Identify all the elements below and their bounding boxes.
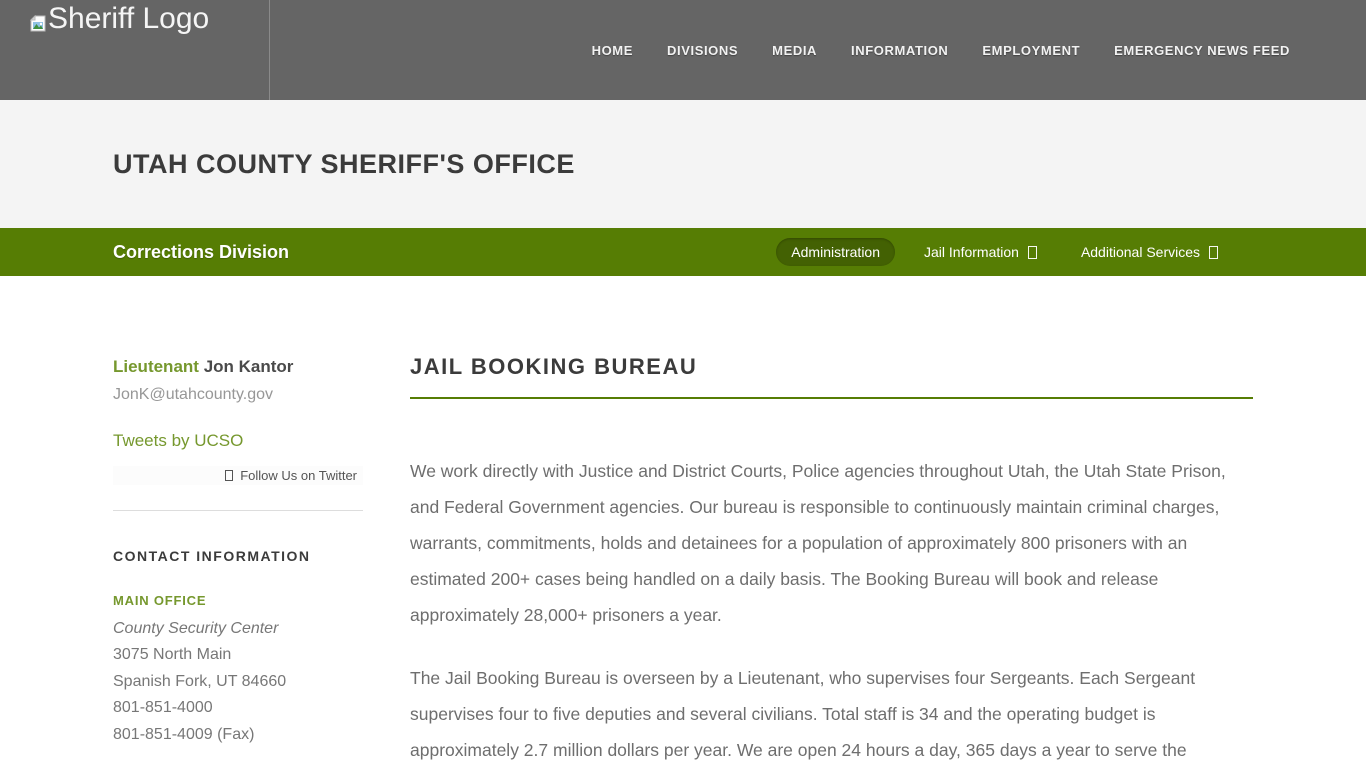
body-paragraph: The Jail Booking Bureau is overseen by a Lieutenant, who supervises four Sergeants. Each Sergeant supervises four to five deputies and several civilians. Total staff is 34 and the operating budget is approximately 2.7 million dollars per year. We are open 24 hours a day, 365 days a year to serve the [410, 668, 1196, 760]
nav-item-information[interactable]: INFORMATION [851, 42, 949, 58]
follow-twitter-link[interactable]: Follow Us on Twitter [240, 468, 357, 483]
nav-item-divisions[interactable]: DIVISIONS [667, 42, 739, 58]
fax-number: 801-851-4009 (Fax) [113, 725, 255, 743]
logo-cell [0, 0, 270, 100]
nav-item-employment[interactable]: EMPLOYMENT [982, 42, 1081, 58]
contact-email[interactable]: JonK@utahcounty.gov [113, 386, 274, 403]
contact-information-heading: CONTACT INFORMATION [113, 548, 311, 564]
body-paragraph: We work directly with Justice and District Courts, Police agencies throughout Utah, the Utah State Prison, and Federal Government agencies. Our bureau is responsible to continuously maintain criminal charges, warrants, commitments, holds and detainees for a population of approximately 800 prisoners with an estimated 200+ cases being handled on a daily basis. The Booking Bureau will book and release approximately 28,000+ prisoners a year. [410, 461, 1226, 625]
division-nav-jail-information[interactable] [909, 238, 1052, 266]
contact-person [113, 357, 363, 377]
nav-item-media[interactable]: MEDIA [772, 42, 818, 58]
sidebar-divider [113, 510, 363, 511]
contact-person-name: Jon Kantor [203, 357, 294, 376]
division-title: Corrections Division [113, 241, 290, 262]
division-nav-administration-label: Administration [791, 244, 880, 260]
office-name: County Security Center [113, 620, 279, 637]
division-nav-administration[interactable] [776, 238, 895, 266]
division-nav-additional-services-label: Additional Services [1080, 244, 1200, 260]
phone-number: 801-851-4000 [113, 699, 213, 716]
site-logo-link[interactable] [30, 2, 209, 36]
dropdown-missing-glyph-icon [1209, 246, 1218, 259]
address-street: 3075 North Main [113, 646, 232, 663]
site-header [0, 0, 1366, 100]
heading-rule [410, 397, 1253, 399]
division-nav-additional-services[interactable] [1066, 238, 1233, 266]
division-nav [776, 238, 1233, 266]
main-office-heading: MAIN OFFICE [113, 593, 207, 608]
nav-item-emergency-news-feed[interactable]: EMERGENCY NEWS FEED [1114, 42, 1290, 58]
division-bar [0, 228, 1366, 276]
page-heading: JAIL BOOKING BUREAU [410, 354, 698, 379]
dropdown-missing-glyph-icon [1028, 246, 1037, 259]
address-city: Spanish Fork, UT 84660 [113, 672, 287, 690]
contact-person-rank: Lieutenant [113, 357, 199, 376]
logo-alt-text: Sheriff Logo [48, 2, 210, 35]
primary-nav [270, 0, 1366, 100]
twitter-missing-glyph-icon [225, 470, 233, 481]
content-area [0, 276, 1366, 768]
site-title: UTAH COUNTY SHERIFF'S OFFICE [113, 148, 575, 179]
main-content [410, 354, 1253, 768]
division-nav-jail-information-label: Jail Information [924, 244, 1019, 260]
broken-image-icon [30, 6, 46, 23]
masthead [0, 100, 1366, 228]
sidebar [113, 357, 363, 768]
tweets-link[interactable]: Tweets by UCSO [113, 431, 244, 450]
nav-item-home[interactable]: HOME [591, 42, 634, 58]
twitter-follow-row [113, 466, 363, 485]
